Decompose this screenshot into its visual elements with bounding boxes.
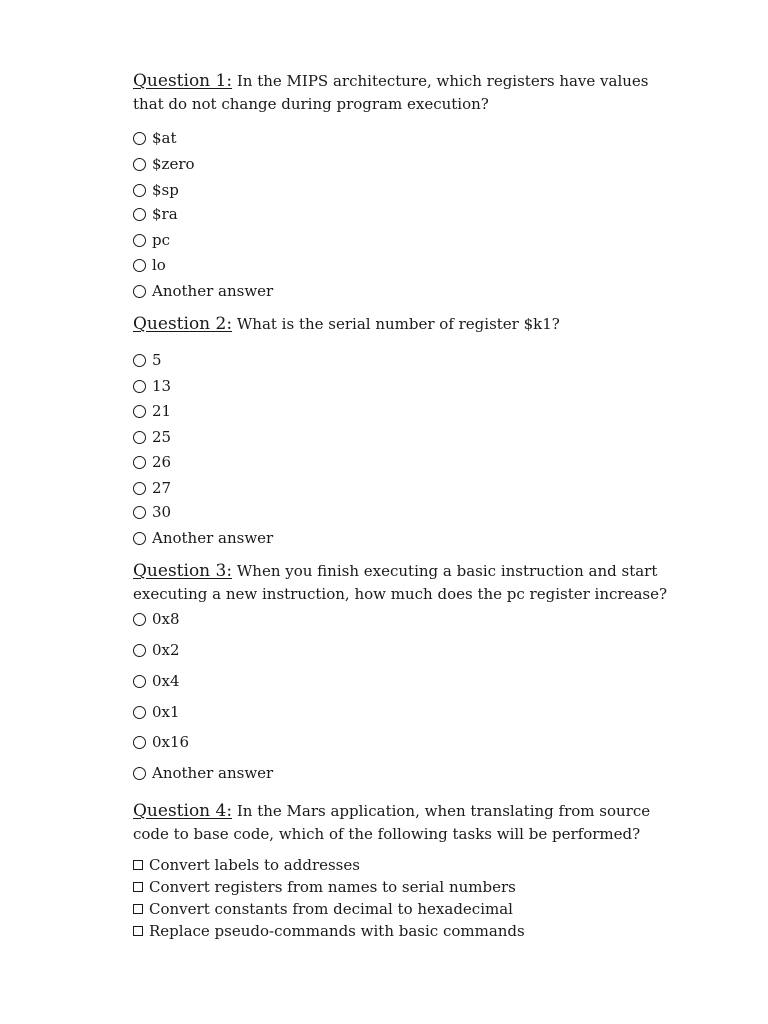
radio-button[interactable] (133, 132, 146, 145)
option-label: 25 (152, 428, 172, 446)
radio-button[interactable] (133, 208, 146, 221)
question-2-option[interactable] (133, 502, 171, 522)
question-2-option[interactable] (133, 401, 171, 421)
checkbox[interactable] (133, 882, 143, 892)
radio-button[interactable] (133, 184, 146, 197)
question-2-option[interactable] (133, 376, 171, 396)
radio-button[interactable] (133, 532, 146, 545)
radio-button[interactable] (133, 234, 146, 247)
question-1-option[interactable] (133, 230, 170, 250)
question-1-option[interactable] (133, 204, 178, 224)
question-3-text: When you finish executing a basic instruction and start executing a new instruction, how much does the pc register increase? (133, 562, 668, 603)
question-1-option[interactable] (133, 154, 195, 174)
question-1-text: In the MIPS architecture, which registers have values that do not change during program execution? (133, 72, 649, 113)
radio-button[interactable] (133, 380, 146, 393)
option-label: Another answer (152, 529, 274, 547)
option-label: 30 (152, 503, 172, 521)
question-2-option[interactable] (133, 452, 171, 472)
option-label: 26 (152, 453, 172, 471)
option-label: lo (152, 256, 166, 274)
question-2 (133, 313, 673, 336)
question-1 (133, 70, 673, 116)
radio-button[interactable] (133, 431, 146, 444)
question-4-option[interactable] (133, 921, 525, 941)
radio-button[interactable] (133, 767, 146, 780)
option-label: Convert labels to addresses (149, 856, 360, 874)
question-3-label: Question 3: (133, 561, 233, 581)
question-3 (133, 560, 673, 606)
question-3-option[interactable] (133, 640, 180, 660)
question-4 (133, 800, 673, 846)
question-3-option[interactable] (133, 609, 180, 629)
option-label: Another answer (152, 764, 274, 782)
radio-button[interactable] (133, 456, 146, 469)
option-label: 0x16 (152, 733, 190, 751)
radio-button[interactable] (133, 506, 146, 519)
question-2-option[interactable] (133, 350, 162, 370)
radio-button[interactable] (133, 259, 146, 272)
question-2-label: Question 2: (133, 314, 233, 334)
option-label: $zero (152, 155, 195, 173)
radio-button[interactable] (133, 354, 146, 367)
question-4-label: Question 4: (133, 801, 233, 821)
option-label: 0x8 (152, 610, 180, 628)
checkbox[interactable] (133, 904, 143, 914)
option-label: $ra (152, 205, 178, 223)
question-3-option[interactable] (133, 732, 189, 752)
option-label: 0x4 (152, 672, 180, 690)
radio-button[interactable] (133, 405, 146, 418)
option-label: Convert constants from decimal to hexadecimal (149, 900, 513, 918)
option-label: 0x2 (152, 641, 180, 659)
checkbox[interactable] (133, 926, 143, 936)
option-label: pc (152, 231, 171, 249)
question-2-option[interactable] (133, 427, 171, 447)
option-label: 27 (152, 479, 172, 497)
option-label: 0x1 (152, 703, 180, 721)
question-1-option[interactable] (133, 255, 166, 275)
question-4-text: In the Mars application, when translating from source code to base code, which of the following tasks will be performed? (133, 802, 651, 843)
radio-button[interactable] (133, 482, 146, 495)
radio-button[interactable] (133, 706, 146, 719)
checkbox[interactable] (133, 860, 143, 870)
option-label: Replace pseudo-commands with basic commands (149, 922, 525, 940)
question-4-option[interactable] (133, 899, 513, 919)
radio-button[interactable] (133, 675, 146, 688)
question-4-option[interactable] (133, 855, 360, 875)
option-label: $at (152, 129, 177, 147)
question-2-text: What is the serial number of register $k1? (236, 315, 560, 333)
option-label: 21 (152, 402, 172, 420)
radio-button[interactable] (133, 613, 146, 626)
question-3-option[interactable] (133, 763, 273, 783)
question-3-option[interactable] (133, 702, 180, 722)
question-1-option[interactable] (133, 180, 179, 200)
question-2-option[interactable] (133, 478, 171, 498)
radio-button[interactable] (133, 285, 146, 298)
option-label: 13 (152, 377, 172, 395)
option-label: Another answer (152, 282, 274, 300)
question-4-option[interactable] (133, 877, 516, 897)
question-2-option[interactable] (133, 528, 273, 548)
question-1-option[interactable] (133, 128, 177, 148)
option-label: 5 (152, 351, 162, 369)
radio-button[interactable] (133, 158, 146, 171)
option-label: $sp (152, 181, 179, 199)
radio-button[interactable] (133, 644, 146, 657)
question-3-option[interactable] (133, 671, 180, 691)
option-label: Convert registers from names to serial numbers (149, 878, 516, 896)
radio-button[interactable] (133, 736, 146, 749)
question-1-label: Question 1: (133, 71, 233, 91)
question-1-option[interactable] (133, 281, 273, 301)
